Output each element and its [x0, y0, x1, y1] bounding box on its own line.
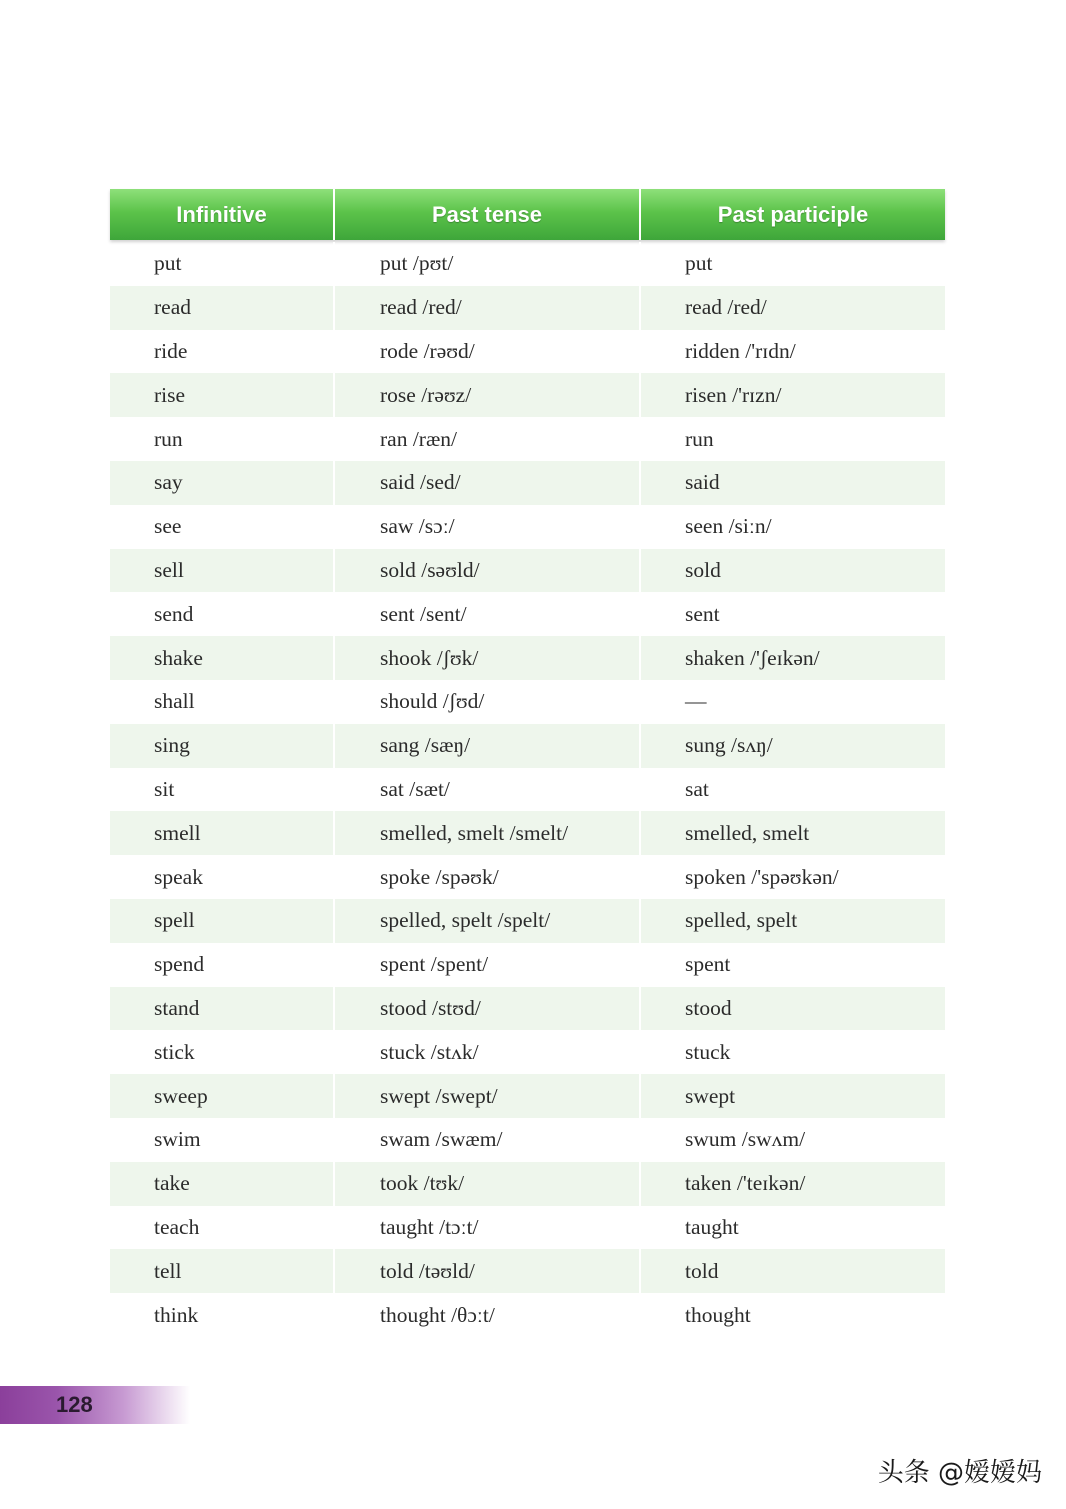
table-row	[110, 373, 945, 417]
irregular-verbs-table	[110, 189, 945, 1337]
table-row	[110, 592, 945, 636]
cell-past-tense: spelled, spelt /spelt/	[333, 899, 639, 943]
cell-past-tense: put /pʊt/	[333, 242, 639, 286]
table-row	[110, 943, 945, 987]
cell-past-participle: risen /'rɪzn/	[639, 373, 945, 417]
cell-past-tense: read /red/	[333, 286, 639, 330]
cell-past-tense: should /ʃʊd/	[333, 680, 639, 724]
cell-infinitive: say	[154, 470, 183, 495]
table-row	[110, 1293, 945, 1337]
cell-infinitive: see	[154, 514, 182, 539]
table-row	[110, 636, 945, 680]
table-row	[110, 1118, 945, 1162]
cell-infinitive: swim	[154, 1127, 201, 1152]
table-row	[110, 1249, 945, 1293]
table-row	[110, 680, 945, 724]
cell-past-tense: spent /spent/	[333, 943, 639, 987]
page-number: 128	[56, 1392, 93, 1417]
cell-past-participle: stuck	[639, 1030, 945, 1074]
table-row	[110, 724, 945, 768]
table-row	[110, 768, 945, 812]
cell-infinitive: sell	[154, 557, 184, 582]
table-row	[110, 417, 945, 461]
cell-past-participle: taken /'teɪkən/	[639, 1162, 945, 1206]
cell-past-participle: sung /sʌŋ/	[639, 724, 945, 768]
cell-infinitive: smell	[154, 820, 201, 845]
table-row	[110, 505, 945, 549]
cell-infinitive: read	[154, 295, 191, 320]
table-row	[110, 461, 945, 505]
cell-past-tense: saw /sɔː/	[333, 505, 639, 549]
cell-infinitive: think	[154, 1302, 199, 1327]
cell-past-tense: stuck /stʌk/	[333, 1030, 639, 1074]
cell-past-participle: spoken /'spəʊkən/	[639, 855, 945, 899]
cell-past-tense: stood /stʊd/	[333, 987, 639, 1031]
table-row	[110, 1030, 945, 1074]
cell-past-tense: swam /swæm/	[333, 1118, 639, 1162]
table-row	[110, 549, 945, 593]
cell-past-participle: sat	[639, 768, 945, 812]
cell-past-tense: sold /səʊld/	[333, 549, 639, 593]
cell-infinitive: stick	[154, 1039, 195, 1064]
cell-past-participle: ridden /'rɪdn/	[639, 330, 945, 374]
cell-past-participle: smelled, smelt	[639, 811, 945, 855]
watermark: 头条 @嫒嫒妈	[877, 1458, 1042, 1488]
cell-past-tense: sent /sent/	[333, 592, 639, 636]
page-number-tab	[0, 1386, 190, 1424]
cell-past-participle: thought	[639, 1293, 945, 1337]
table-row	[110, 855, 945, 899]
cell-past-tense: rode /rəʊd/	[333, 330, 639, 374]
cell-infinitive: ride	[154, 338, 188, 363]
cell-past-participle: spent	[639, 943, 945, 987]
cell-past-participle: seen /siːn/	[639, 505, 945, 549]
table-row	[110, 987, 945, 1031]
table-row	[110, 1162, 945, 1206]
cell-infinitive: run	[154, 426, 183, 451]
cell-past-tense: ran /ræn/	[333, 417, 639, 461]
cell-past-participle: stood	[639, 987, 945, 1031]
header-past-participle: Past participle	[639, 189, 945, 240]
cell-infinitive: rise	[154, 382, 186, 407]
cell-past-participle: read /red/	[639, 286, 945, 330]
cell-infinitive: shake	[154, 645, 203, 670]
cell-past-participle: spelled, spelt	[639, 899, 945, 943]
cell-past-tense: said /sed/	[333, 461, 639, 505]
cell-past-tense: told /təʊld/	[333, 1249, 639, 1293]
cell-past-tense: shook /ʃʊk/	[333, 636, 639, 680]
table-row	[110, 1074, 945, 1118]
table-row	[110, 330, 945, 374]
cell-infinitive: take	[154, 1171, 190, 1196]
table-row	[110, 242, 945, 286]
cell-infinitive: spell	[154, 908, 195, 933]
cell-past-tense: rose /rəʊz/	[333, 373, 639, 417]
table-row	[110, 286, 945, 330]
cell-past-participle: told	[639, 1249, 945, 1293]
cell-infinitive: sing	[154, 733, 190, 758]
cell-past-participle: swept	[639, 1074, 945, 1118]
cell-infinitive: put	[154, 251, 182, 276]
cell-past-tense: thought /θɔːt/	[333, 1293, 639, 1337]
table-row	[110, 1206, 945, 1250]
cell-infinitive: sweep	[154, 1083, 208, 1108]
table-row	[110, 899, 945, 943]
cell-past-tense: taught /tɔːt/	[333, 1206, 639, 1250]
cell-past-tense: smelled, smelt /smelt/	[333, 811, 639, 855]
table-header	[110, 189, 945, 240]
cell-past-participle: said	[639, 461, 945, 505]
cell-past-participle: run	[639, 417, 945, 461]
cell-past-tense: spoke /spəʊk/	[333, 855, 639, 899]
cell-past-participle: sold	[639, 549, 945, 593]
cell-infinitive: shall	[154, 689, 195, 714]
cell-past-tense: sang /sæŋ/	[333, 724, 639, 768]
header-past-tense: Past tense	[333, 189, 639, 240]
cell-past-participle: shaken /'ʃeɪkən/	[639, 636, 945, 680]
cell-infinitive: teach	[154, 1214, 200, 1239]
table-row	[110, 811, 945, 855]
cell-infinitive: send	[154, 601, 194, 626]
cell-past-participle: —	[639, 680, 945, 724]
header-infinitive: Infinitive	[110, 189, 333, 240]
cell-past-tense: sat /sæt/	[333, 768, 639, 812]
cell-past-participle: put	[639, 242, 945, 286]
cell-infinitive: spend	[154, 952, 205, 977]
cell-infinitive: stand	[154, 995, 200, 1020]
cell-infinitive: tell	[154, 1258, 182, 1283]
cell-past-participle: swum /swʌm/	[639, 1118, 945, 1162]
cell-past-participle: sent	[639, 592, 945, 636]
cell-past-participle: taught	[639, 1206, 945, 1250]
cell-infinitive: sit	[154, 776, 175, 801]
cell-infinitive: speak	[154, 864, 203, 889]
table-body	[110, 242, 945, 1337]
cell-past-tense: swept /swept/	[333, 1074, 639, 1118]
cell-past-tense: took /tʊk/	[333, 1162, 639, 1206]
